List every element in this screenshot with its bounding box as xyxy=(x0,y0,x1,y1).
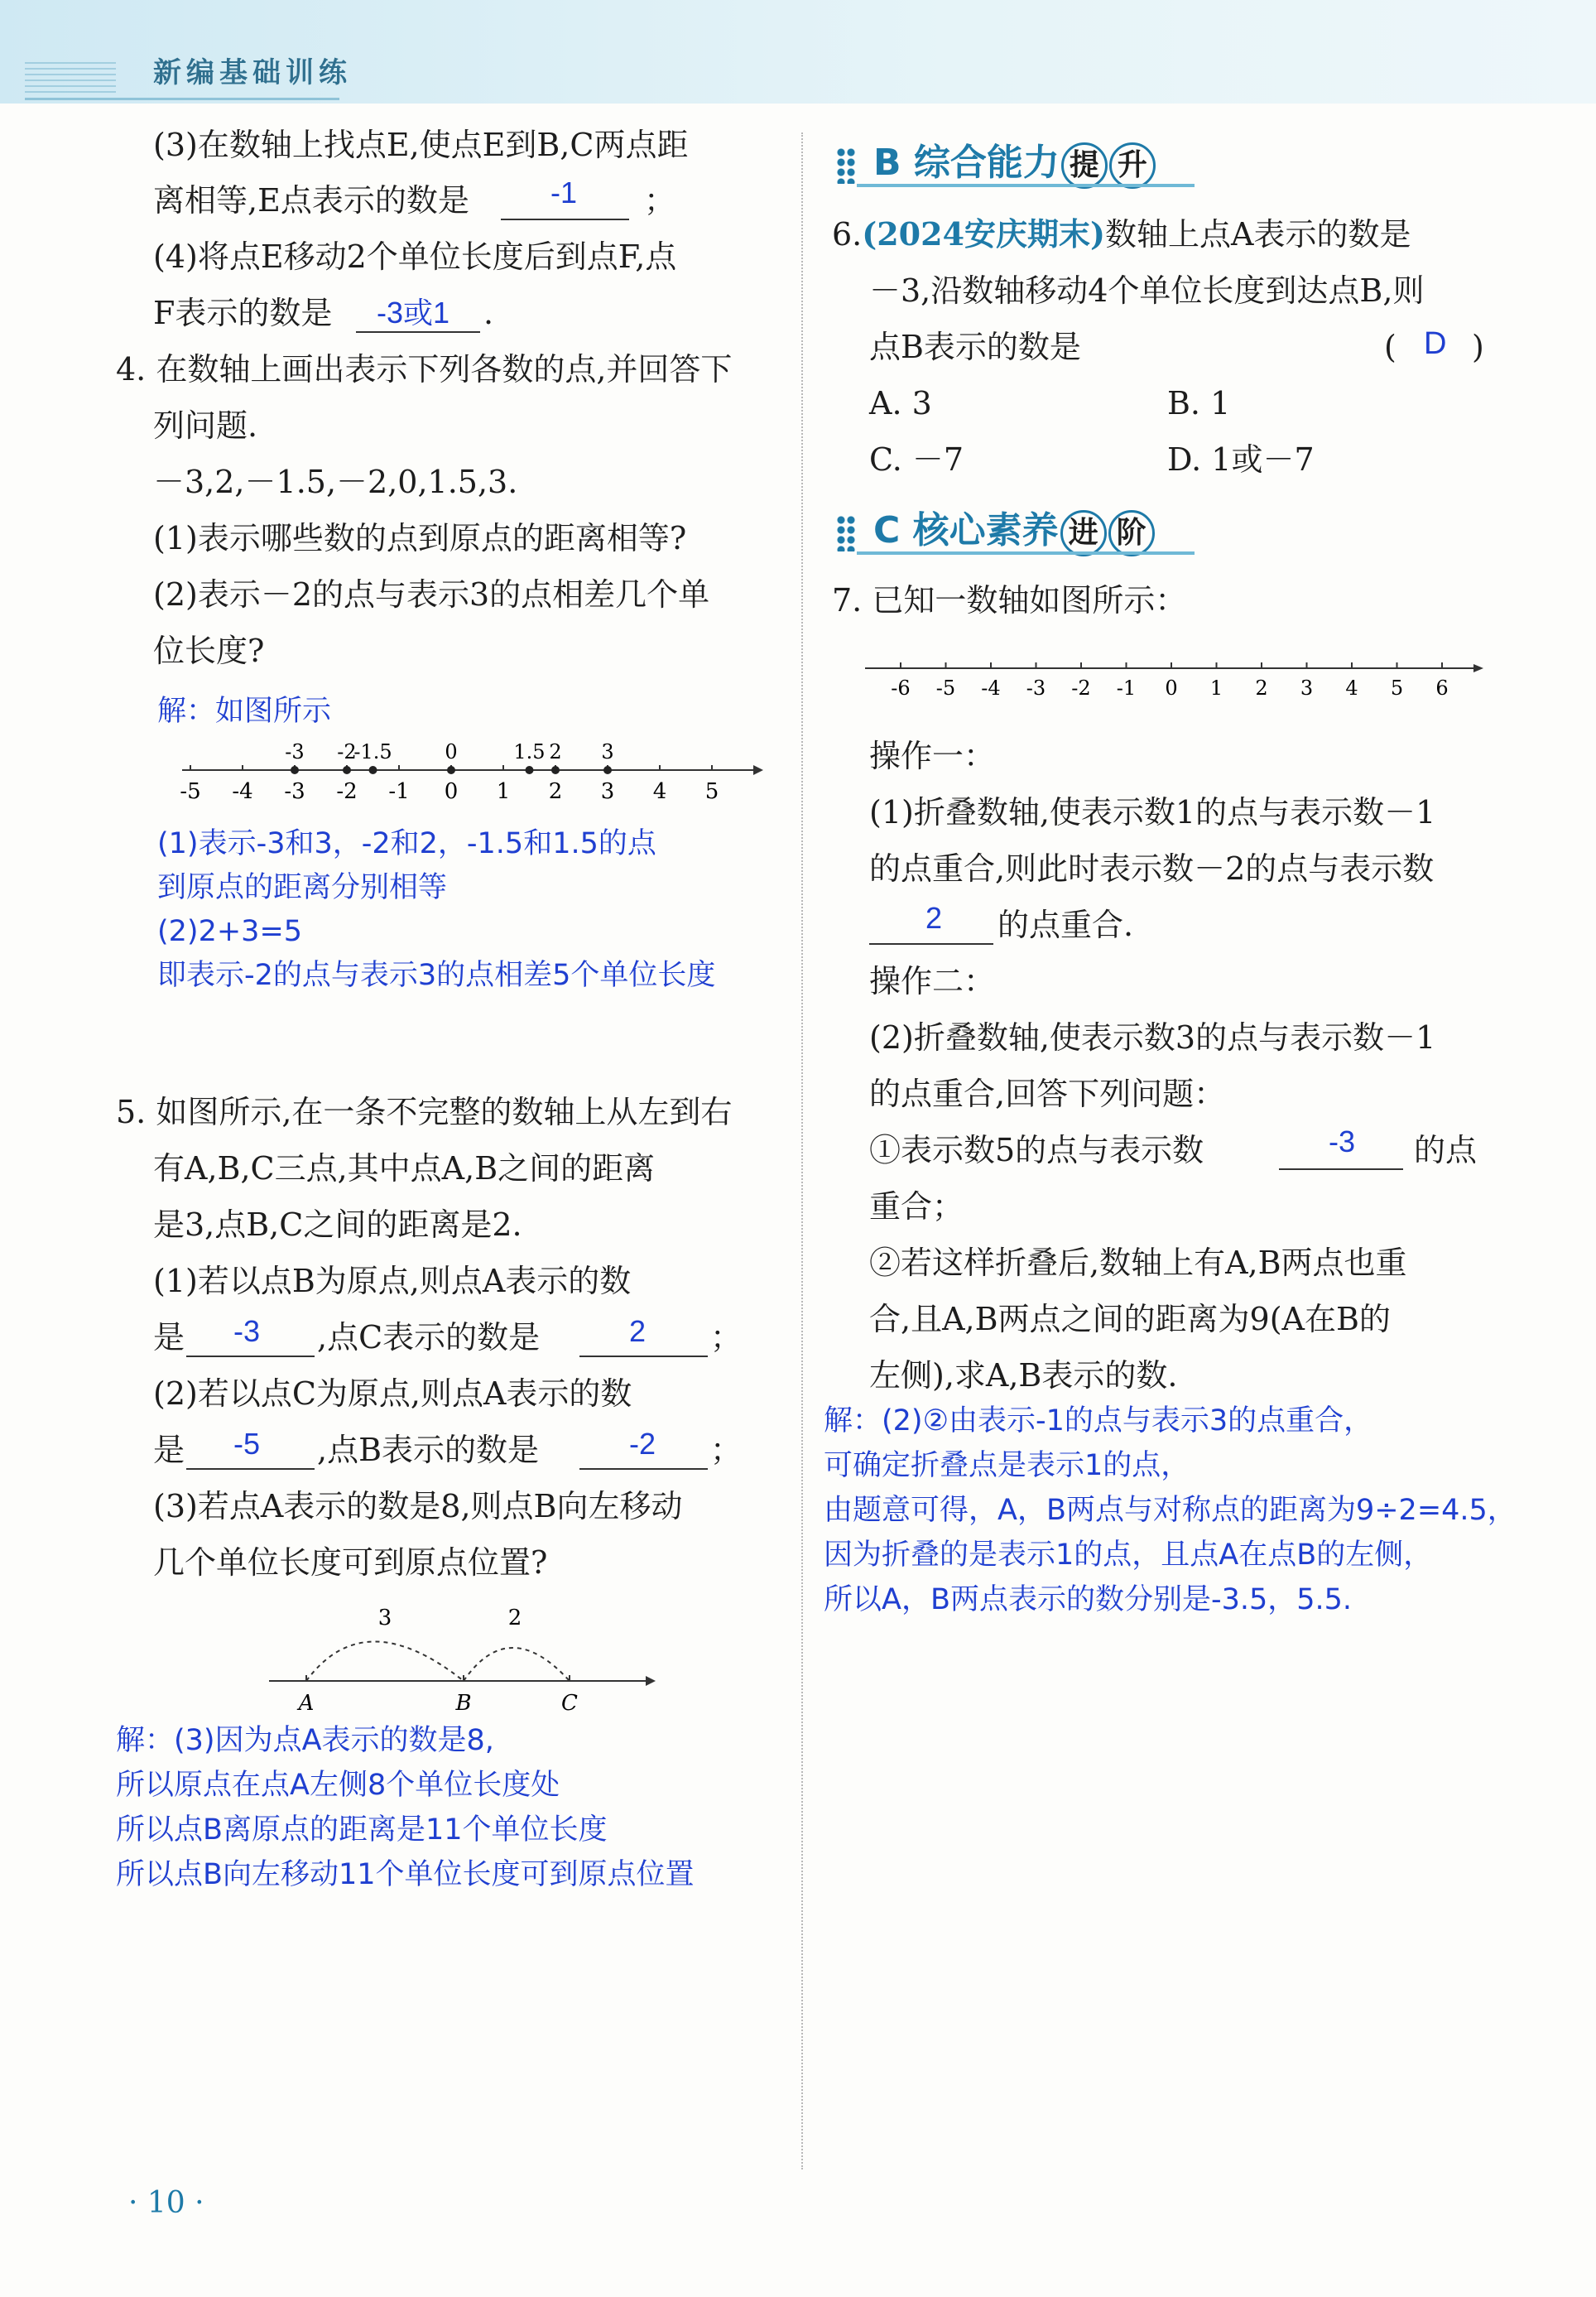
q6-line2: －3,沿数轴移动4个单位长度到达点B,则 xyxy=(869,272,1425,309)
q4-point-label: 0 xyxy=(445,740,458,763)
section-c-heading xyxy=(873,500,1155,556)
q5-answer-a2: -5 xyxy=(233,1427,261,1461)
q7-op2-sub1-end: 的点 xyxy=(1414,1132,1478,1168)
section-b-circle-2: 升 xyxy=(1109,142,1156,189)
q4-point xyxy=(447,766,455,774)
q6-text1: 数轴上点A表示的数是 xyxy=(1105,216,1411,253)
q5-arc-label-2: 2 xyxy=(507,1606,522,1630)
q5-sub2-blank-a xyxy=(186,1468,315,1470)
q4-line2: 列问题. xyxy=(153,407,258,444)
q5-answer-a: -3 xyxy=(233,1314,261,1348)
q6-option-c: C. －7 xyxy=(869,441,964,478)
q6-option-d: D. 1或－7 xyxy=(1167,441,1315,478)
q5-sub3-line2: 几个单位长度可到原点位置? xyxy=(153,1544,548,1581)
q7-solution-3: 由题意可得，A，B两点与对称点的距离为9÷2=4.5， xyxy=(824,1494,1517,1527)
q7-tick-label: -6 xyxy=(891,677,911,700)
q6-paren-open: ( xyxy=(1384,329,1396,365)
q7-tick-label: 4 xyxy=(1345,677,1358,700)
q7-op2-sub2-line2: 合,且A,B两点之间的距离为9(A在B的 xyxy=(869,1301,1391,1337)
q4-point-label: -1.5 xyxy=(353,740,392,763)
q6-option-a: A. 3 xyxy=(869,385,932,421)
q5-arc-label-3: 3 xyxy=(377,1606,392,1630)
header-title: 新编基础训练 xyxy=(153,56,352,89)
page-number: · 10 · xyxy=(128,2186,204,2220)
q7-line1: 7. 已知一数轴如图所示： xyxy=(832,582,1187,619)
q7-tick-label: -5 xyxy=(935,677,956,700)
q4-numbers: －3,2,－1.5,－2,0,1.5,3. xyxy=(153,464,518,500)
q4-tick-label: 0 xyxy=(444,779,459,804)
section-c-circle-1: 进 xyxy=(1060,510,1107,556)
q6-number: 6. xyxy=(832,216,863,253)
q4-line1: 4. 在数轴上画出表示下列各数的点,并回答下 xyxy=(116,351,733,388)
q7-number-line xyxy=(861,642,1490,708)
q7-tick-label: 0 xyxy=(1165,677,1178,700)
q5-solution-4: 所以点B向左移动11个单位长度可到原点位置 xyxy=(116,1858,695,1891)
q5-sub1-line1: (1)若以点B为原点,则点A表示的数 xyxy=(153,1263,632,1299)
q5-solution-1: 解：(3)因为点A表示的数是8, xyxy=(116,1724,494,1757)
section-b-bar xyxy=(857,184,1195,187)
q7-tick-label: 6 xyxy=(1435,677,1449,700)
q4-tick-label: 1 xyxy=(496,779,511,804)
q7-tick-label: 2 xyxy=(1255,677,1268,700)
q4-sub1: (1)表示哪些数的点到原点的距离相等? xyxy=(153,520,687,556)
q4-point xyxy=(551,766,560,774)
q7-tick-label: -2 xyxy=(1071,677,1091,700)
q4-solution-2b: 即表示-2的点与表示3的点相差5个单位长度 xyxy=(157,959,716,992)
q5-line1: 5. 如图所示,在一条不完整的数轴上从左到右 xyxy=(116,1094,733,1130)
q4-point xyxy=(603,766,612,774)
q7-op2-line2: 的点重合,回答下列问题： xyxy=(869,1076,1226,1112)
q4-tick-label: -3 xyxy=(284,779,305,804)
q4-sub2-line2: 位长度? xyxy=(153,633,265,669)
q7-tick-label: -1 xyxy=(1116,677,1137,700)
q5-solution-2: 所以原点在点A左侧8个单位长度处 xyxy=(116,1769,560,1802)
q7-op1-line3: 的点重合. xyxy=(997,907,1134,943)
q5-point-a: A xyxy=(298,1691,315,1716)
q4-tick-label: 2 xyxy=(548,779,563,804)
q4-point xyxy=(343,766,351,774)
q7-op2-sub1: ①表示数5的点与表示数 xyxy=(869,1132,1204,1168)
q4-point-label: 3 xyxy=(601,740,614,763)
section-b-letter: B xyxy=(873,142,901,184)
q7-op2-title: 操作二： xyxy=(869,963,996,999)
header-underline xyxy=(25,98,339,100)
q7-op2-sub2-line3: 左侧),求A,B表示的数. xyxy=(869,1357,1178,1394)
q4-point-label: 1.5 xyxy=(513,740,546,763)
q4-sub2-line1: (2)表示－2的点与表示3的点相差几个单 xyxy=(153,576,710,613)
q3-part4-period: . xyxy=(483,295,494,331)
q5-sub1-c: ,点C表示的数是 xyxy=(317,1319,541,1356)
q4-tick-label: 5 xyxy=(704,779,719,804)
q3-part3-line2: 离相等,E点表示的数是 xyxy=(153,182,469,219)
section-b-circle-1: 提 xyxy=(1061,142,1108,189)
q7-tick-label: -3 xyxy=(1026,677,1046,700)
column-divider xyxy=(801,132,803,2169)
q5-sub1-shi: 是 xyxy=(153,1319,185,1356)
q4-tick-label: 3 xyxy=(600,779,615,804)
q7-axis-arrow xyxy=(1473,664,1483,672)
q7-tick-label: 1 xyxy=(1209,677,1223,700)
q4-solution-1b: 到原点的距离分别相等 xyxy=(157,871,448,904)
q4-point xyxy=(291,766,299,774)
q6-source: (2024安庆期末) xyxy=(862,215,1105,253)
q7-answer-1: 2 xyxy=(925,901,943,935)
q5-sub2-semicolon: ； xyxy=(710,1432,743,1468)
q3-part3-line1: (3)在数轴上找点E,使点E到B,C两点距 xyxy=(153,127,689,163)
q5-answer-b: -2 xyxy=(629,1427,656,1461)
header-pattern xyxy=(25,60,116,93)
q4-tick-label: -1 xyxy=(388,779,410,804)
q7-op2-line1: (2)折叠数轴,使表示数3的点与表示数－1 xyxy=(869,1019,1436,1056)
q4-axis-arrow xyxy=(753,765,763,775)
q7-solution-4: 因为折叠的是表示1的点，且点A在点B的左侧， xyxy=(824,1539,1433,1572)
q6-line3: 点B表示的数是 xyxy=(869,329,1081,365)
q7-op1-title: 操作一： xyxy=(869,738,996,774)
q7-op2-sub2-line1: ②若这样折叠后,数轴上有A,B两点也重 xyxy=(869,1245,1407,1281)
q5-sub1-blank-a xyxy=(186,1356,315,1357)
q4-point-label: -2 xyxy=(337,740,357,763)
q5-point-c: C xyxy=(561,1691,578,1716)
q4-tick-label: -2 xyxy=(336,779,358,804)
section-c-letter: C xyxy=(873,509,901,551)
q7-op1-line2: 的点重合,则此时表示数－2的点与表示数 xyxy=(869,850,1435,887)
q4-solution-head: 解：如图所示 xyxy=(157,695,332,728)
q5-point-b: B xyxy=(455,1691,472,1716)
q5-arc-ab xyxy=(306,1642,464,1682)
q4-number-line xyxy=(174,733,770,824)
q4-point-label: 2 xyxy=(549,740,562,763)
q5-axis-arrow xyxy=(646,1676,656,1686)
q5-arc-bc xyxy=(464,1648,570,1681)
q7-op2-sub1-line2: 重合； xyxy=(869,1188,964,1225)
q5-solution-3: 所以点B离原点的距离是11个单位长度 xyxy=(116,1813,608,1847)
q5-sub1-semicolon: ； xyxy=(710,1319,743,1356)
q3-part3-semicolon: ； xyxy=(644,182,676,219)
q7-tick-label: -4 xyxy=(981,677,1001,700)
q4-point-label: -3 xyxy=(285,740,305,763)
q6-option-b: B. 1 xyxy=(1167,385,1231,421)
q7-solution-2: 可确定折叠点是表示1的点， xyxy=(824,1449,1190,1482)
q3-part4-answer: -3或1 xyxy=(377,296,450,330)
q4-point xyxy=(526,766,534,774)
q7-answer-2: -3 xyxy=(1329,1124,1356,1158)
q7-op2-blank xyxy=(1279,1168,1403,1170)
q7-tick-label: 3 xyxy=(1300,677,1314,700)
q5-answer-c: 2 xyxy=(629,1314,647,1348)
q7-tick-label: 5 xyxy=(1390,677,1404,700)
section-c-text: 核心素养 xyxy=(912,509,1059,551)
section-c-bar xyxy=(857,551,1195,555)
section-b-dots xyxy=(836,147,856,184)
q5-line2: 有A,B,C三点,其中点A,B之间的距离 xyxy=(153,1150,656,1187)
q3-part4-line1: (4)将点E移动2个单位长度后到点F,点 xyxy=(153,238,677,275)
q5-sub2-shi: 是 xyxy=(153,1432,185,1468)
q5-sub2-blank-b xyxy=(579,1468,708,1470)
q4-solution-2a: (2)2+3=5 xyxy=(157,915,303,948)
q4-tick-label: -5 xyxy=(180,779,201,804)
q5-figure xyxy=(265,1602,662,1718)
q5-sub2-line1: (2)若以点C为原点,则点A表示的数 xyxy=(153,1375,632,1412)
q4-tick-label: 4 xyxy=(652,779,667,804)
section-c-circle-2: 阶 xyxy=(1108,510,1155,556)
section-b-text: 综合能力 xyxy=(913,142,1060,184)
q3-part4-line2: F表示的数是 xyxy=(153,295,333,331)
q7-op1-line1: (1)折叠数轴,使表示数1的点与表示数－1 xyxy=(869,794,1436,831)
section-b-heading xyxy=(873,132,1156,189)
q6-paren-close: ) xyxy=(1472,329,1484,365)
q5-sub1-blank-c xyxy=(579,1356,708,1357)
section-c-dots xyxy=(836,515,856,551)
q3-part3-answer: -1 xyxy=(550,176,578,209)
q7-solution-5: 所以A，B两点表示的数分别是-3.5，5.5. xyxy=(824,1583,1353,1616)
q5-line3: 是3,点B,C之间的距离是2. xyxy=(153,1206,522,1243)
q4-tick-label: -4 xyxy=(232,779,253,804)
q4-solution-1a: (1)表示-3和3，-2和2，-1.5和1.5的点 xyxy=(157,827,656,860)
q5-sub2-b: ,点B表示的数是 xyxy=(317,1432,540,1468)
q7-solution-1: 解：(2)②由表示-1的点与表示3的点重合， xyxy=(824,1404,1373,1437)
q6-answer: D xyxy=(1424,326,1447,361)
q3-part3-blank xyxy=(501,219,629,220)
q7-op1-blank xyxy=(869,943,993,945)
q4-point xyxy=(369,766,377,774)
q6-line1 xyxy=(832,214,1411,255)
q5-sub3-line1: (3)若点A表示的数是8,则点B向左移动 xyxy=(153,1488,683,1524)
